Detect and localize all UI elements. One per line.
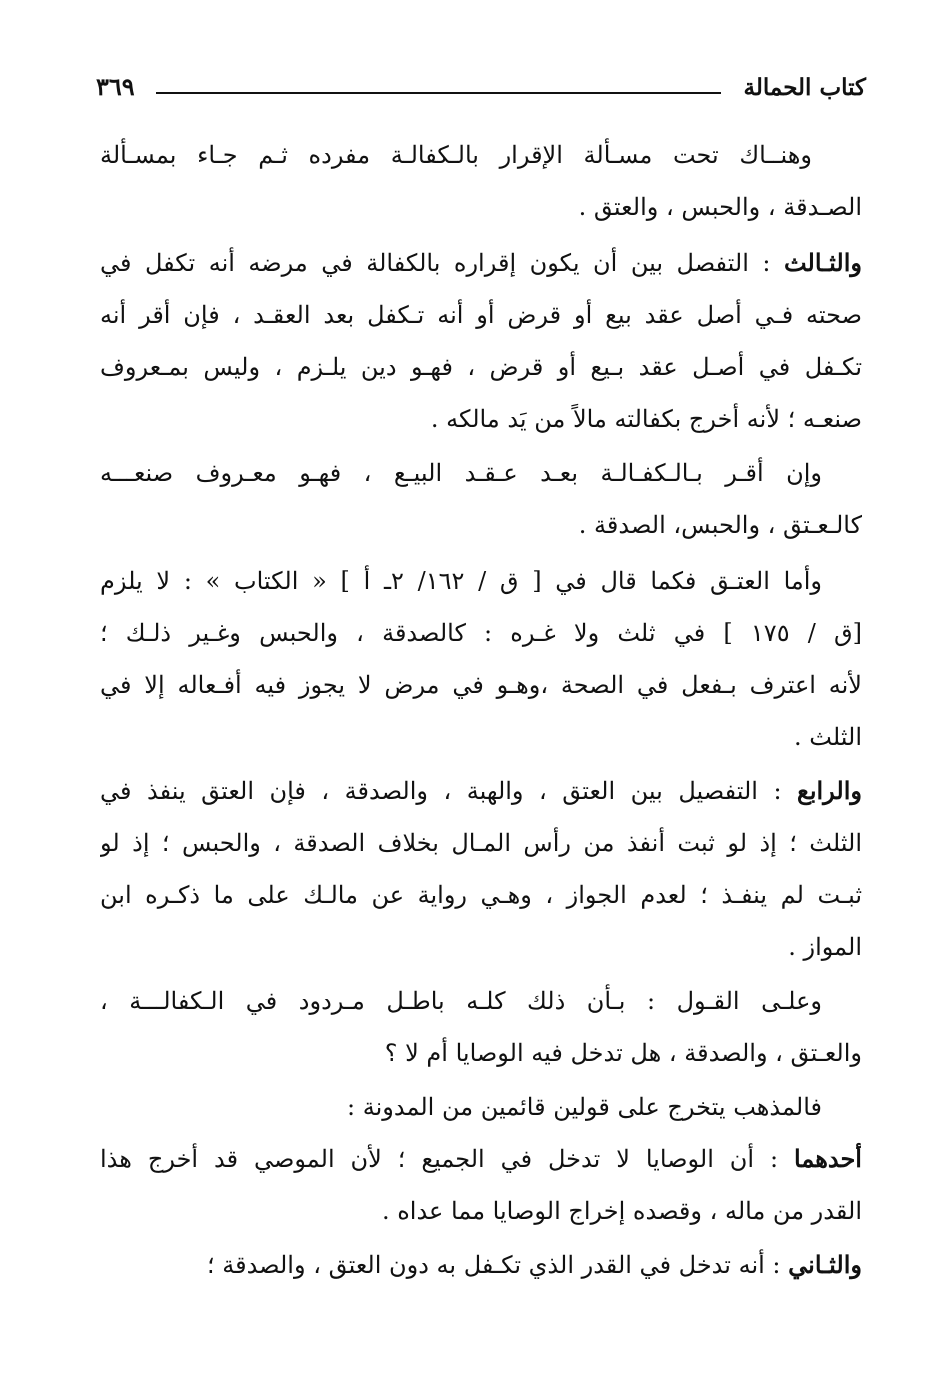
text-line: صنعـه ؛ لأنه أخرج بكفالته مالاً من يَد مالكه .: [430, 405, 862, 433]
text-line: وهنــاك تحت مسـألة الإقرار بالـكفالـة مفرده ثـم جـاء بمسـألة: [100, 141, 812, 169]
header-rule: [156, 92, 721, 94]
paragraph-lead: والرابع: [797, 776, 862, 805]
text-line: صحته فـي أصل عقد بيع أو قرض أو أنه تـكفل بعد العقـد ، فإن أقر أنه: [100, 301, 862, 329]
text-line: الصـدقة ، والحبس ، والعتق .: [578, 193, 862, 221]
text-line: ثبـت لم ينفـذ ؛ لعدم الجواز ، وهـي رواية عن مالـك على ما ذكـره ابن: [100, 881, 862, 909]
paragraph-lead: والثـالث: [783, 248, 862, 277]
text-line: المواز .: [788, 933, 862, 961]
paragraph-lead: والثـاني: [788, 1250, 862, 1279]
running-header: [96, 70, 866, 110]
text-line-with-lead: [100, 1134, 862, 1184]
text-line: تكـفل في أصـل عقد بـيع أو قرض ، فهـو دين يلـزم ، وليس بمـعروف: [100, 353, 862, 381]
text-line: الثلث ؛ إذ لو ثبت أنفذ من رأس المـال بخلاف الصدقة ، والحبس ؛ إذ لو: [100, 829, 862, 857]
text-line: الثلث .: [794, 723, 862, 751]
text-line: [ق / ١٧٥ ] في ثلث ولا غـره : كالصدقة ، والحبس وغـير ذلـك ؛: [100, 619, 862, 647]
line-text: : التفصل بين أن يكون إقراره بالكفالة في مرضه أنه تكفل في: [100, 249, 771, 277]
line-text: : أنه تدخل في القدر الذي تكـفل به دون العتق ، والصدقة ؛: [206, 1251, 781, 1279]
page-number: ٣٦٩: [96, 72, 135, 101]
text-line: كالـعـتق ، والحبس، الصدقة .: [578, 511, 862, 539]
text-line: والعـتق ، والصدقة ، هل تدخل فيه الوصايا أم لا ؟: [384, 1039, 862, 1067]
text-line: فالمذهب يتخرج على قولين قائمين من المدونة :: [347, 1093, 822, 1121]
paragraph-lead: أحدهما: [794, 1144, 862, 1173]
text-line: القدر من ماله ، وقصده إخراج الوصايا مما عداه .: [381, 1197, 862, 1225]
text-line-with-lead: [100, 1240, 862, 1290]
text-line-with-lead: [100, 238, 862, 288]
text-line: وأما العتـق فكما قال في [ ق / ١٦٢/ ٢ـ أ ] « الكتاب » : لا يلزم: [100, 567, 822, 595]
text-line: وإن أقـر بـالـكفـالـة بعـد عـقـد البيـع ، فهـو معـروف صنعـــه: [100, 459, 822, 487]
line-text: : التفصيل بين العتق ، والهبة ، والصدقة ، فإن العتق ينفذ في: [100, 777, 782, 805]
text-line: وعلـى القـول : بـأن ذلك كلـه باطـل مـردود في الـكفالـــة ،: [100, 987, 822, 1015]
book-title: كتاب الحمالة: [743, 74, 866, 101]
text-line-with-lead: [100, 766, 862, 816]
line-text: : أن الوصايا لا تدخل في الجميع ؛ لأن الموصي قد أخرج هذا: [100, 1145, 779, 1173]
text-line: لأنه اعترف بـفعل في الصحة ،وهـو في مرض لا يجوز فيه أفـعاله إلا في: [100, 671, 862, 699]
